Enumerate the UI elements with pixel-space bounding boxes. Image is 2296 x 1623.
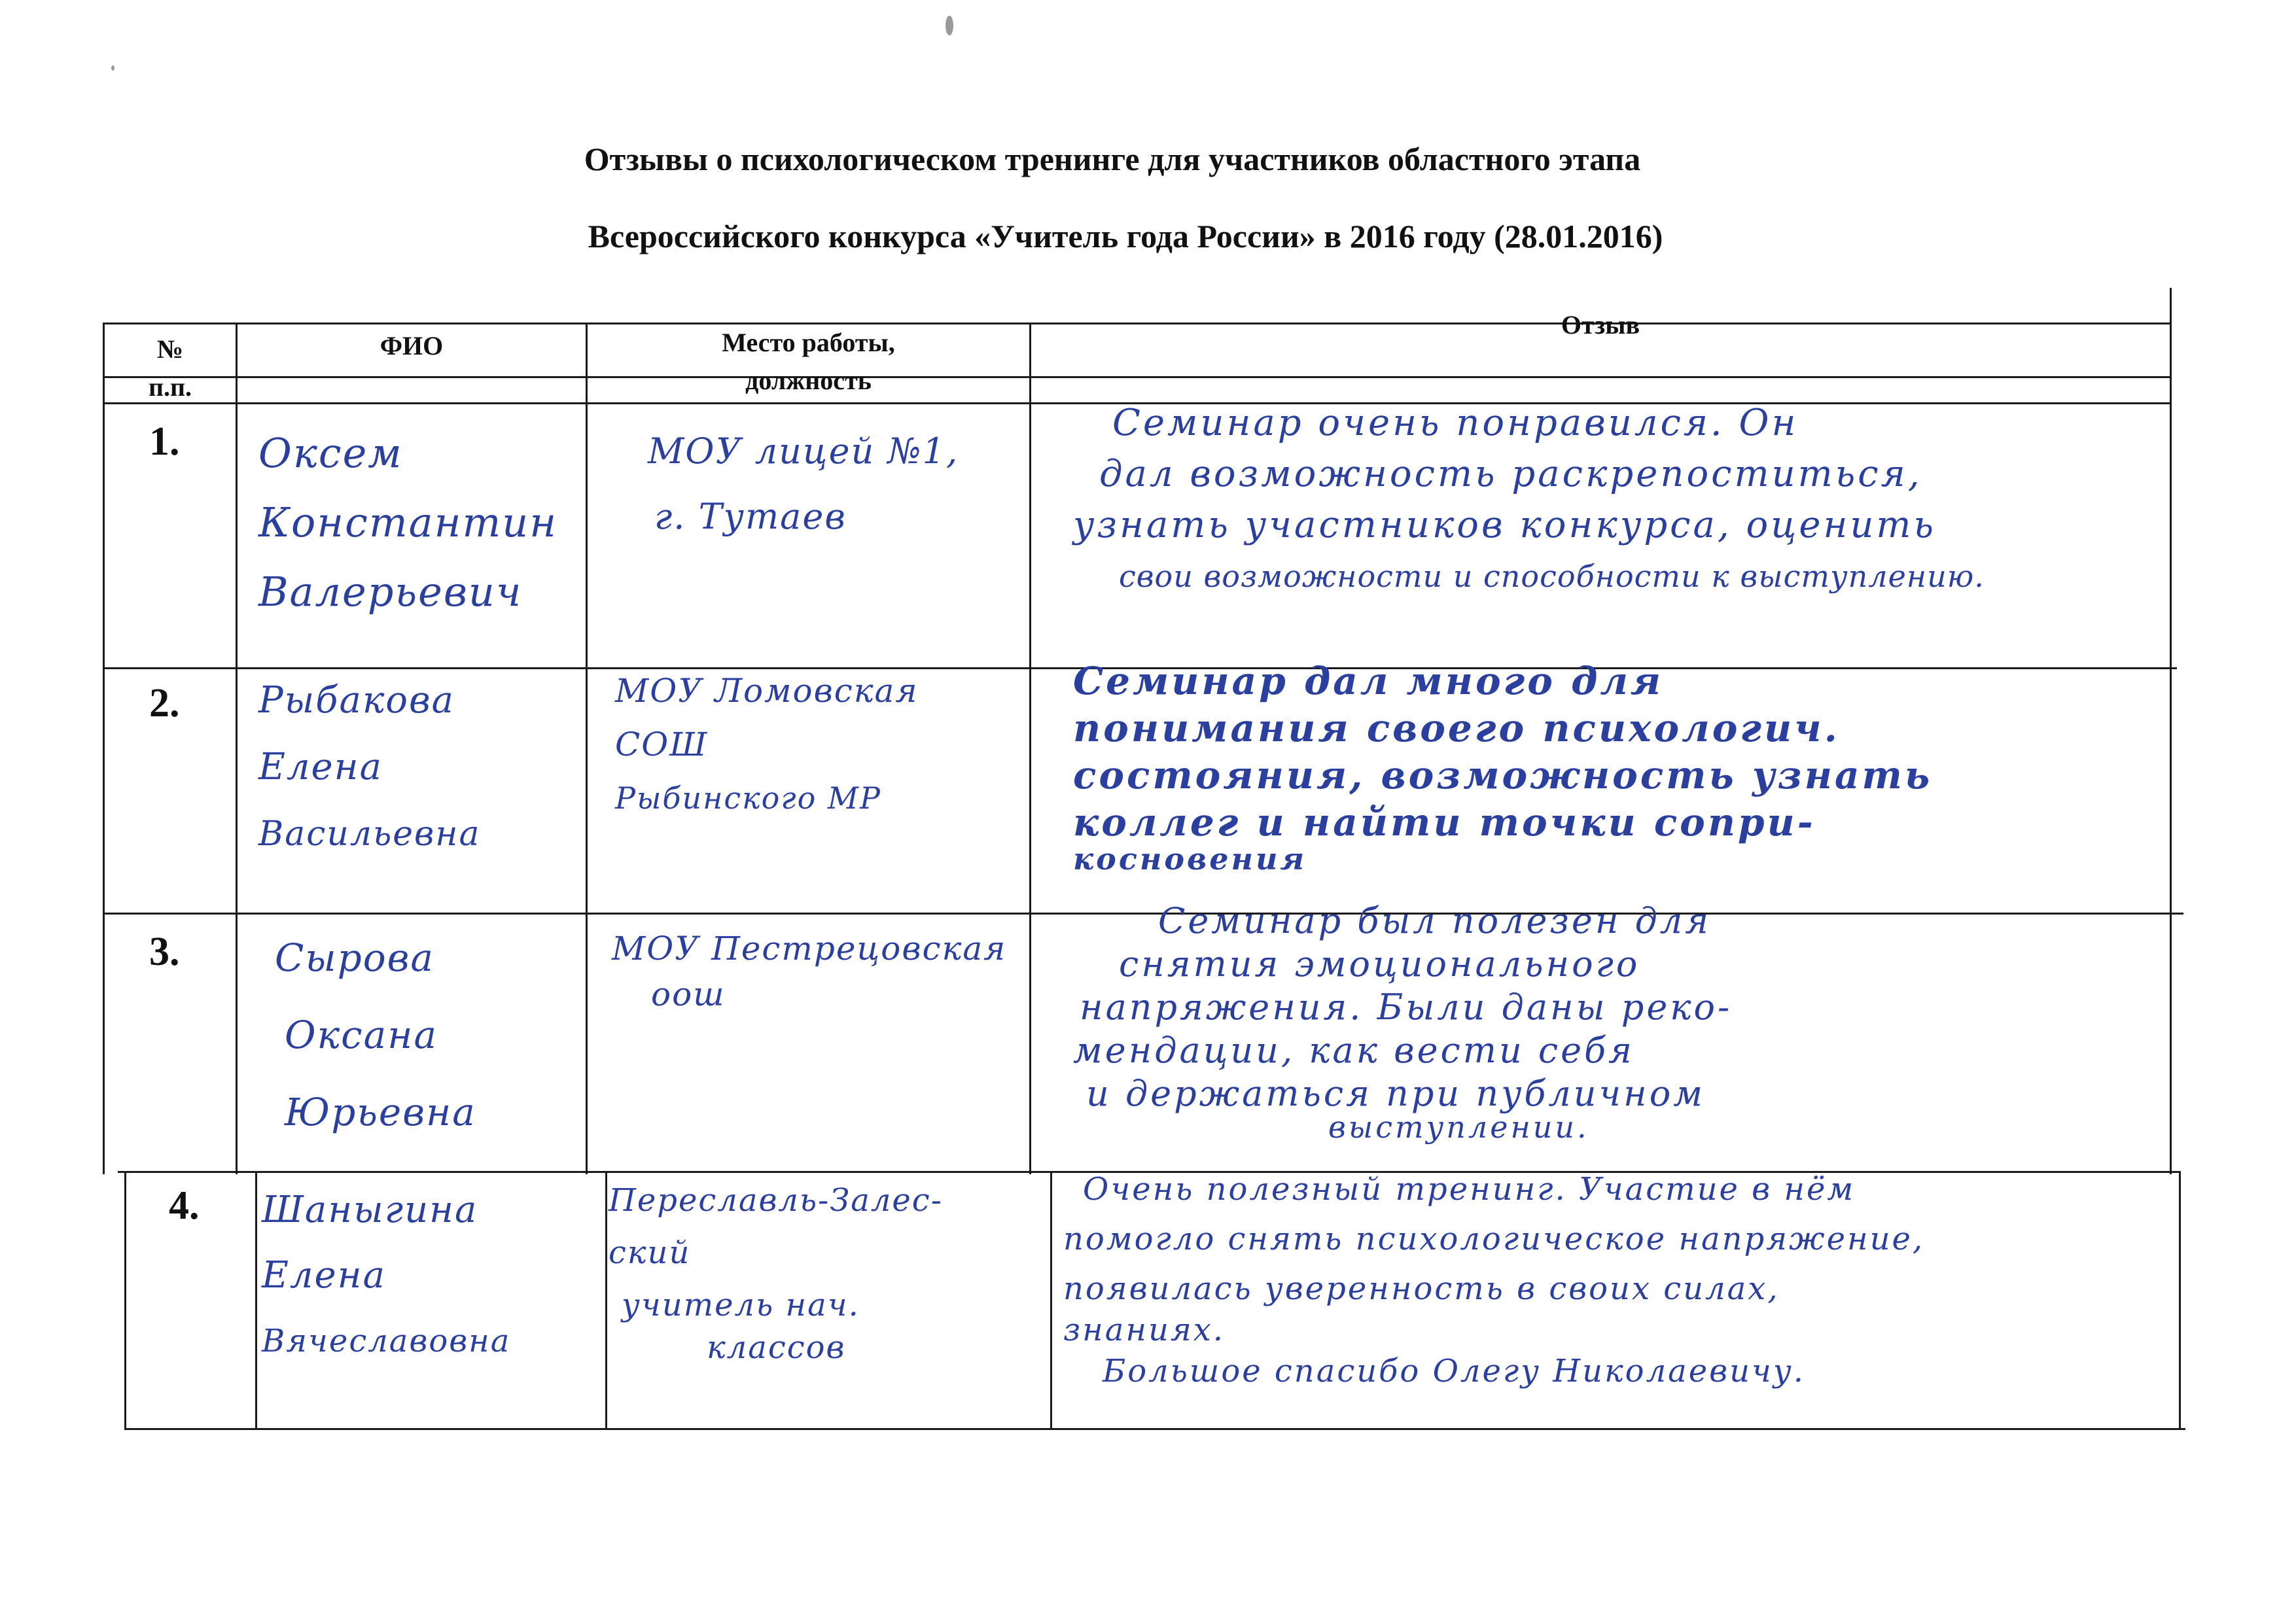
scan-speck (111, 65, 115, 71)
workplace-line: ский (609, 1234, 691, 1271)
name-patronymic: Вячеславовна (262, 1323, 511, 1359)
workplace-line: МОУ лицей №1, (648, 430, 959, 472)
workplace-line: г. Тутаев (654, 496, 847, 537)
review-line: мендации, как вести себя (1073, 1030, 1634, 1071)
respondent-name (258, 667, 481, 867)
review-line: узнать участников конкурса, оценить (1073, 504, 1937, 546)
review-line: Семинар очень понравился. Он (1112, 402, 1799, 444)
table-border-right (2179, 1171, 2181, 1430)
name-first: Оксана (285, 1013, 438, 1057)
review-text (1073, 657, 1933, 877)
review-line: помогло снять психологическое напряжение, (1063, 1221, 1925, 1257)
column-header-number (105, 330, 236, 406)
column-header-number-abbr: п.п. (148, 372, 192, 402)
name-surname: Рыбакова (258, 679, 455, 722)
table-border-left (124, 1171, 126, 1430)
review-line: Большое спасибо Олегу Николаевичу. (1103, 1353, 1805, 1389)
table-col-divider (1050, 1171, 1052, 1430)
workplace (615, 664, 918, 825)
review-line: снятия эмоционального (1119, 943, 1640, 985)
table-col-divider (605, 1171, 607, 1430)
column-header-workplace (588, 324, 1029, 400)
review-line: знаниях. (1063, 1312, 1226, 1348)
name-surname: Сырова (275, 935, 434, 980)
workplace (648, 419, 959, 550)
respondent-name (275, 919, 476, 1151)
review-line: Семинар был полезен для (1158, 900, 1711, 941)
review-text (1063, 1164, 1924, 1396)
review-line: Семинар дал много для (1073, 659, 1664, 703)
table-col-divider (255, 1171, 257, 1430)
column-header-number-symbol: № (156, 334, 184, 364)
workplace-line: МОУ Пестрецовская (612, 930, 1007, 968)
review-line: дал возможность раскрепоститься, (1099, 453, 1922, 495)
workplace-line: классов (707, 1329, 846, 1366)
workplace-line: СОШ (615, 725, 709, 763)
review-line: напряжения. Были даны реко- (1080, 986, 1733, 1028)
table-col-divider (236, 323, 238, 1174)
row-number: 1. (149, 419, 180, 464)
respondent-name (262, 1178, 510, 1374)
column-header-workplace-line1: Место работы, (722, 328, 895, 357)
review-line: появилась уверенность в своих силах, (1063, 1270, 1780, 1307)
workplace (609, 1174, 943, 1364)
scan-speck (945, 16, 953, 35)
workplace-line: Рыбинского МР (615, 780, 881, 816)
review-line: Очень полезный тренинг. Участие в нём (1083, 1171, 1856, 1208)
name-first: Елена (258, 746, 383, 788)
review-line: состояния, возможность узнать (1073, 753, 1933, 797)
name-patronymic: Юрьевна (285, 1090, 476, 1134)
table-col-divider (1029, 323, 1031, 1174)
review-text (1073, 398, 1985, 602)
name-patronymic: Валерьевич (258, 568, 523, 616)
review-line: выступлении. (1328, 1109, 1589, 1145)
name-surname: Оксем (258, 429, 403, 477)
respondent-name (258, 419, 557, 627)
table-row-divider (103, 376, 2170, 378)
review-line: косновения (1073, 841, 1307, 877)
name-surname: Шаныгина (262, 1189, 478, 1231)
workplace (612, 926, 1006, 1017)
workplace-line: оош (651, 975, 726, 1013)
review-text (1073, 899, 1733, 1145)
workplace-line: учитель нач. (622, 1287, 860, 1323)
column-header-fio: ФИО (380, 331, 444, 360)
column-header-workplace-line2: должность (745, 366, 872, 395)
row-number: 2. (149, 681, 180, 725)
name-first: Елена (262, 1254, 386, 1297)
row-number: 3. (149, 930, 180, 974)
table-border-left (103, 323, 105, 1174)
review-line: и держаться при публичном (1086, 1073, 1705, 1114)
table-border-bottom (124, 1428, 2185, 1430)
page-title: Отзывы о психологическом тренинге для участников областного этапа (584, 141, 1641, 177)
workplace-line: Переславль-Залес- (609, 1182, 943, 1219)
name-patronymic: Васильевна (258, 814, 481, 854)
page-subtitle: Всероссийского конкурса «Учитель года России» в 2016 году (28.01.2016) (588, 218, 1663, 254)
review-line: свои возможности и способности к выступлению. (1119, 559, 1985, 594)
row-number: 4. (169, 1183, 200, 1228)
review-line: коллег и найти точки сопри- (1073, 800, 1816, 845)
column-header-review: Отзыв (1561, 310, 1640, 340)
workplace-line: МОУ Ломовская (615, 672, 919, 710)
table-col-divider (586, 323, 588, 1174)
name-first: Константин (258, 498, 558, 546)
review-line: понимания своего психологич. (1073, 706, 1840, 750)
table-border-right (2170, 288, 2172, 1174)
